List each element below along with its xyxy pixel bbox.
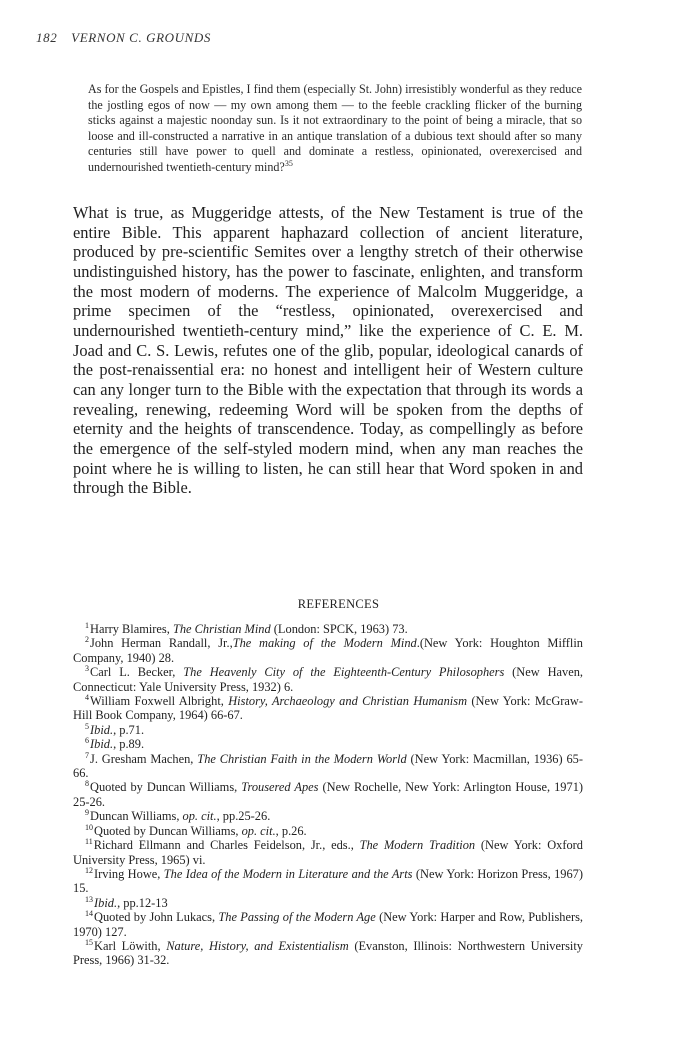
- reference-item: [73, 665, 583, 694]
- reference-title: The Christian Faith in the Modern World: [197, 751, 407, 766]
- reference-number: 7: [85, 750, 89, 760]
- reference-item: [73, 910, 583, 939]
- reference-details: (New Rochelle, New York: Arlington House, 1971) 25-26.: [73, 780, 584, 809]
- reference-number: 8: [85, 779, 89, 789]
- reference-details: (New Haven, Connecticut: Yale University Press, 1932) 6.: [73, 665, 584, 694]
- reference-number: 10: [85, 822, 93, 832]
- reference-details: , p.71.: [113, 722, 145, 737]
- reference-title: The Idea of the Modern in Literature and the Arts: [163, 866, 413, 881]
- reference-title: The Modern Tradition: [359, 838, 476, 853]
- reference-item: [73, 622, 583, 636]
- page-number: 182: [36, 30, 58, 45]
- reference-author: Quoted by Duncan Williams,: [94, 823, 242, 838]
- reference-item: [73, 809, 583, 823]
- block-quote-text: As for the Gospels and Epistles, I find them (especially St. John) irresistibly wonderful as they reduce the jostling egos of now — my own among them — to the feeble crackling flicker of the burning sticks against a majestic noonday sun. Is it not extraordinary to the point of being a miracle, that so loose and ill-constructed a narrative in an antique translation of a dubious text should after so many centuries still have power to quell and dominate a restless, opinionated, overexercised and undernourished twentieth-century mind?: [88, 82, 582, 174]
- reference-title: The Heavenly City of the Eighteenth-Century Philosophers: [183, 665, 505, 680]
- reference-title: Trousered Apes: [241, 780, 319, 795]
- reference-number: 3: [85, 664, 89, 674]
- reference-number: 12: [85, 865, 93, 875]
- reference-author: Duncan Williams,: [90, 809, 183, 824]
- reference-details: (New York: McGraw-Hill Book Company, 1964) 66-67.: [73, 694, 584, 723]
- reference-details: , p.26.: [275, 823, 307, 838]
- reference-number: 9: [85, 808, 89, 818]
- reference-details: (New York: Harper and Row, Publishers, 1970) 127.: [73, 910, 584, 939]
- reference-title: The Christian Mind: [172, 622, 271, 636]
- reference-author: William Foxwell Albright,: [90, 694, 229, 709]
- reference-author: J. Gresham Machen,: [90, 751, 198, 766]
- reference-item: [73, 737, 583, 751]
- reference-details: (London: SPCK, 1963) 73.: [270, 622, 408, 636]
- reference-author: Harry Blamires,: [90, 622, 173, 636]
- reference-item: [73, 824, 583, 838]
- reference-details: , pp.12-13: [117, 895, 168, 910]
- reference-details: (New York: Horizon Press, 1967) 15.: [73, 866, 583, 896]
- reference-item: [73, 780, 583, 809]
- footnote-mark: 35: [284, 158, 293, 168]
- reference-number: 11: [85, 836, 93, 846]
- body-paragraph: What is true, as Muggeridge attests, of the New Testament is true of the entire Bible. This apparent haphazard collection of ancient literature, produced by pre-scientific Semites over a lengthy stretch of their otherwise undistinguished history, has the power to fascinate, enlighten, and transform the most modern of moderns. The experience of Malcolm Muggeridge, a prime specimen of the “restless, opinionated, overexercised and undernourished twentieth-century mind,” like the experience of C. E. M. Joad and C. S. Lewis, refutes one of the glib, popular, ideological canards of the post-renaissential era: no honest and intelligent heir of Western culture can any longer turn to the Bible with the expectation that through its words a revealing, renewing, redeeming Word will be spoken from the depths of eternity and the heights of transcendence. Today, as compellingly as before the emergence of the self-styled modern mind, when any man reaches the point where he is willing to listen, he can still hear that Word spoken in and through the Bible.: [73, 203, 583, 498]
- reference-number: 13: [85, 894, 93, 904]
- reference-author: Irving Howe,: [94, 866, 164, 881]
- reference-title: History, Archaeology and Christian Humanism: [228, 694, 468, 709]
- reference-author: Quoted by Duncan Williams,: [90, 780, 242, 795]
- reference-item: [73, 939, 583, 968]
- reference-number: 2: [85, 635, 89, 645]
- reference-details: , pp.25-26.: [216, 809, 271, 824]
- reference-item: [73, 636, 583, 665]
- reference-author: Carl L. Becker,: [90, 665, 184, 680]
- reference-details: , p.89.: [113, 737, 145, 752]
- reference-details: (Evanston, Illinois: Northwestern University Press, 1966) 31-32.: [73, 938, 583, 968]
- block-quote: [88, 82, 582, 176]
- reference-item: [73, 867, 583, 896]
- reference-title: op. cit.: [241, 823, 276, 838]
- running-head-author: VERNON C. GROUNDS: [71, 30, 212, 45]
- references-heading: REFERENCES: [297, 597, 380, 611]
- running-head: [36, 30, 211, 46]
- reference-number: 6: [85, 736, 89, 746]
- reference-author: Karl Löwith,: [94, 938, 167, 953]
- references-list: [73, 622, 583, 968]
- reference-item: [73, 723, 583, 737]
- reference-author: Richard Ellmann and Charles Feidelson, Jr., eds.,: [93, 838, 360, 853]
- reference-author: John Herman Randall, Jr.,: [90, 636, 233, 651]
- reference-title: Nature, History, and Existentialism: [166, 938, 349, 953]
- reference-title: Ibid.: [90, 737, 114, 752]
- reference-number: 4: [85, 692, 89, 702]
- reference-item: [73, 694, 583, 723]
- reference-title: Ibid.: [94, 895, 118, 910]
- reference-title: The making of the Modern Mind: [232, 636, 417, 651]
- reference-title: Ibid.: [90, 722, 114, 737]
- reference-author: Quoted by John Lukacs,: [94, 910, 219, 925]
- reference-number: 15: [85, 937, 93, 947]
- reference-details: (New York: Macmillan, 1936) 65-66.: [73, 751, 583, 781]
- reference-item: [73, 752, 583, 781]
- reference-title: op. cit.: [182, 809, 217, 824]
- reference-number: 14: [85, 909, 93, 918]
- reference-item: [73, 896, 583, 910]
- reference-item: [73, 838, 583, 867]
- reference-number: 1: [85, 620, 89, 630]
- reference-details: .(New York: Houghton Mifflin Company, 1940) 28.: [73, 636, 583, 665]
- reference-number: 5: [85, 721, 89, 731]
- reference-details: (New York: Oxford University Press, 1965) vi.: [73, 838, 583, 867]
- reference-title: The Passing of the Modern Age: [218, 910, 376, 925]
